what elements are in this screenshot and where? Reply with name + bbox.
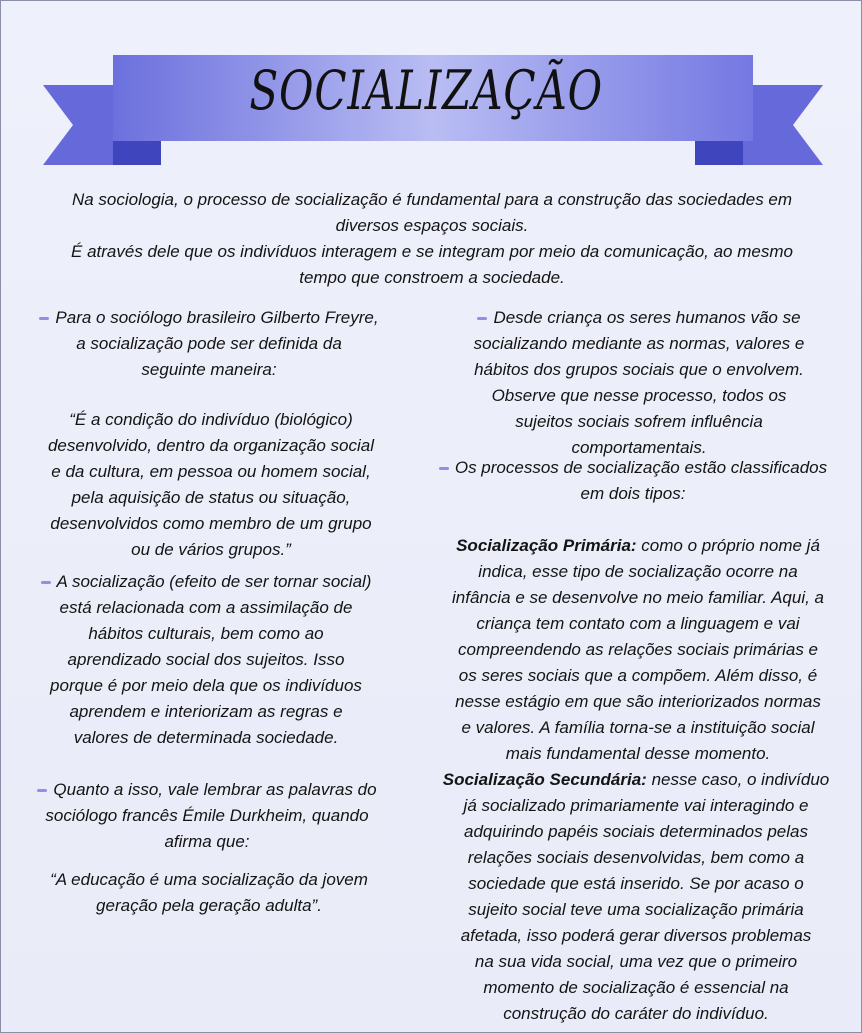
intro-line: Na sociologia, o processo de socialização é fundamental para a construção das sociedades em bbox=[71, 190, 793, 209]
bullet-dash-icon bbox=[37, 789, 47, 792]
left-socialization-paragraph: A socialização (efeito de ser tornar social) está relacionada com a assimilação de hábitos culturais, bem como ao aprendizado social dos sujeitos. Isso porque é por meio dela que os indivíduos aprendem e interiorizam as regras e valores de determinada sociedade. bbox=[5, 569, 407, 751]
bullet-dash-icon bbox=[39, 317, 49, 320]
page-title: SOCIALIZAÇÃO bbox=[249, 59, 603, 122]
bullet-dash-icon bbox=[439, 467, 449, 470]
primary-socialization-paragraph: Socialização Primária: como o próprio nome já indica, esse tipo de socialização ocorre na infância e se desenvolve no meio familiar. Aqui, a criança tem contato com a linguagem e vai compreendendo as relações sociais primárias e os seres sociais que a compõem. Além disso, é nesse estágio em que são interiorizados normas e valores. A família torna-se a instituição social mais fundamental desse momento. bbox=[452, 536, 824, 763]
right-types-paragraph: Os processos de socialização estão classificados em dois tipos: bbox=[407, 455, 859, 507]
secondary-socialization-paragraph: Socialização Secundária: nesse caso, o indivíduo já socializado primariamente vai interagindo e adquirindo papéis sociais determinados pelas relações sociais desenvolvidas, bem como a sociedade que está inserido. Se por acaso o sujeito social teve uma socialização primária afetada, isso poderá gerar diversos problemas na sua vida social, uma vez que o primeiro momento de socialização é essencial na construção do caráter do indivíduo. bbox=[442, 770, 830, 1023]
intro-paragraph bbox=[21, 187, 843, 291]
primary-term: Socialização Primária: bbox=[456, 536, 637, 555]
intro-line: tempo que constroem a sociedade. bbox=[299, 268, 565, 287]
secondary-term: Socialização Secundária: bbox=[442, 770, 647, 789]
durkheim-quote: “A educação é uma socialização da jovem geração pela geração adulta”. bbox=[50, 870, 368, 915]
freyre-quote: “É a condição do indivíduo (biológico) desenvolvido, dentro da organização social e da cultura, em pessoa ou homem social, pela aquisição de status ou situação, desenvolvidos como membro de um grupo ou de vários grupos.” bbox=[47, 410, 375, 559]
intro-line: diversos espaços sociais. bbox=[335, 216, 529, 235]
bullet-dash-icon bbox=[477, 317, 487, 320]
left-freyre-paragraph: Para o sociólogo brasileiro Gilberto Freyre, a socialização pode ser definida da seguinte maneira: bbox=[11, 305, 407, 383]
title-ribbon bbox=[1, 1, 862, 181]
right-childhood-paragraph: Desde criança os seres humanos vão se socializando mediante as normas, valores e hábitos dos grupos sociais que o envolvem. Observe que nesse processo, todos os sujeitos sociais sofrem influência comportamentais. bbox=[473, 308, 805, 457]
left-durkheim-paragraph: Quanto a isso, vale lembrar as palavras do sociólogo francês Émile Durkheim, quando afirma que: bbox=[7, 777, 407, 855]
bullet-dash-icon bbox=[41, 581, 51, 584]
intro-line: É através dele que os indivíduos interagem e se integram por meio da comunicação, ao mesmo bbox=[71, 242, 793, 261]
